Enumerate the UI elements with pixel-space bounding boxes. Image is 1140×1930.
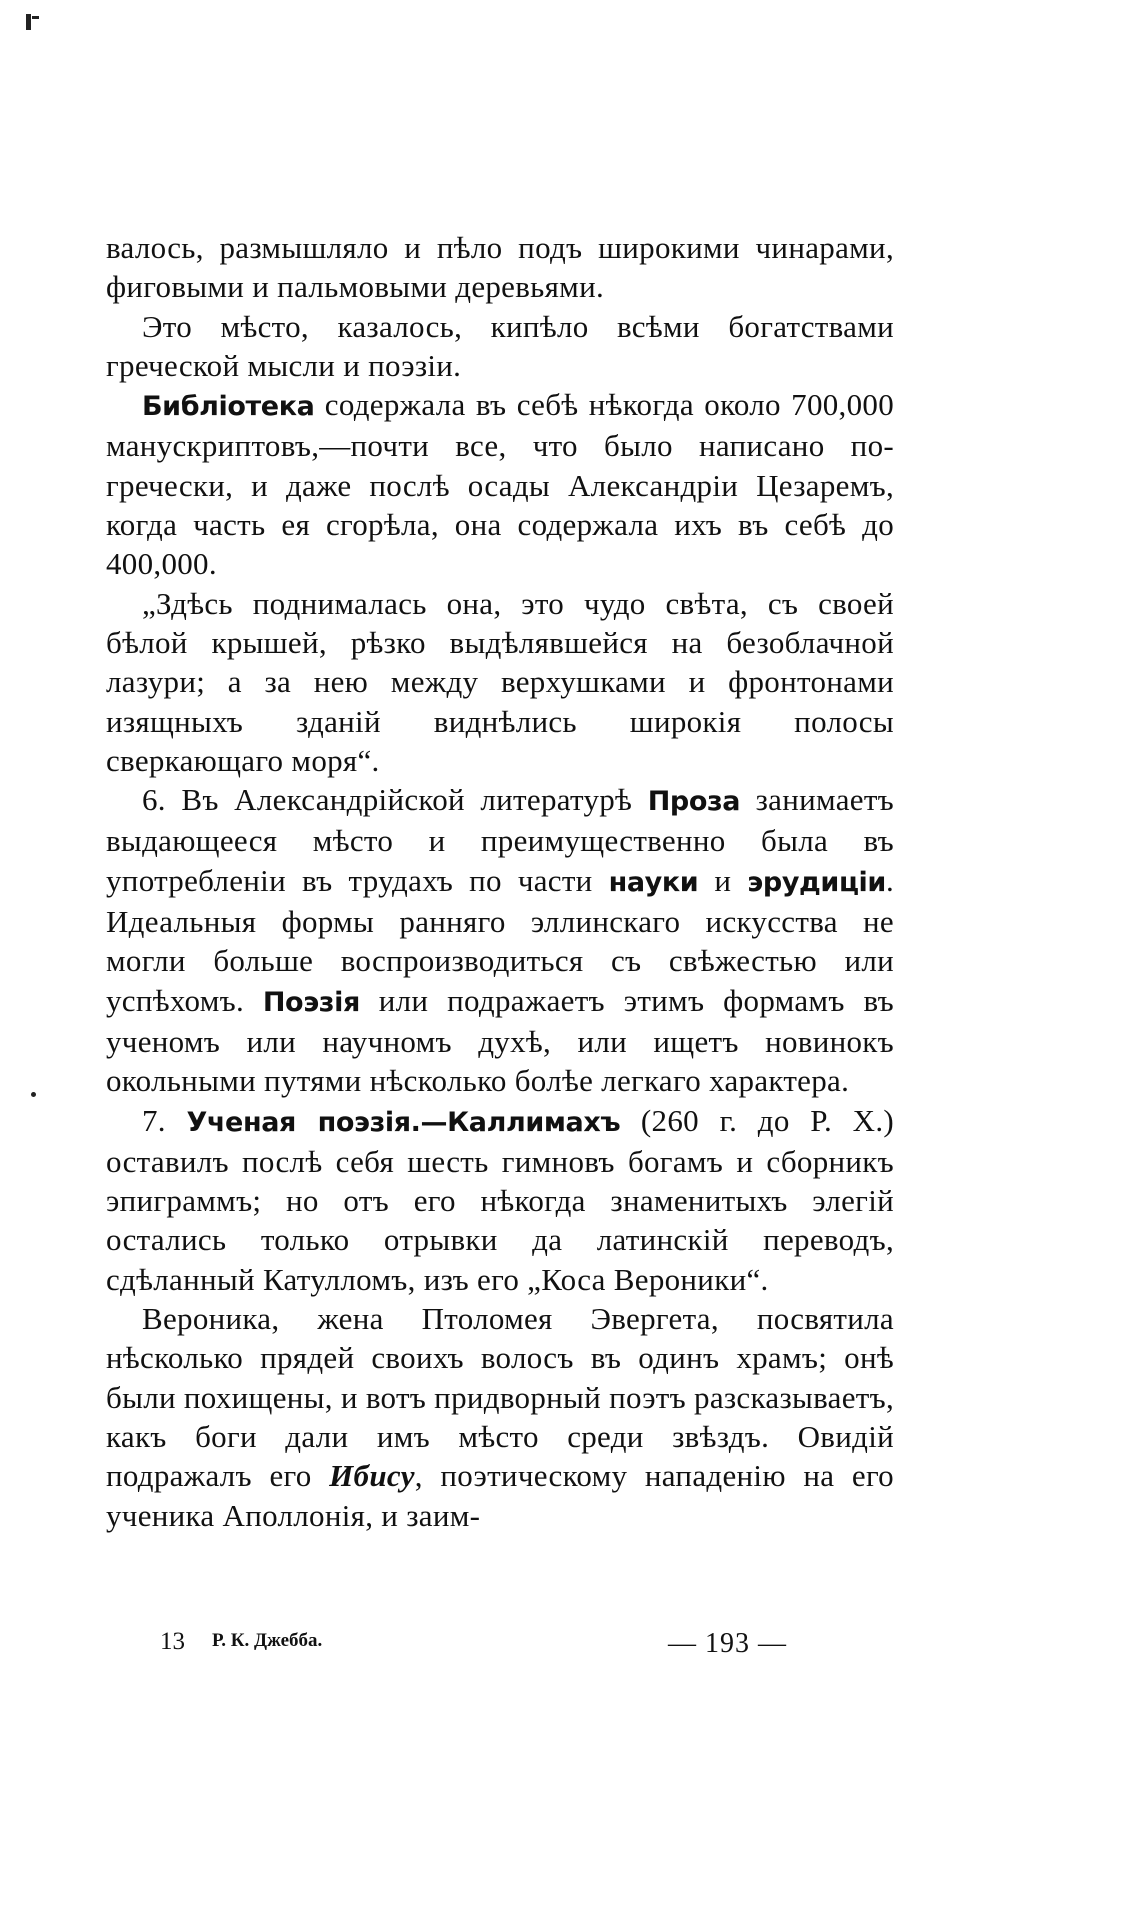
- signature-author: Р. К. Джебба.: [212, 1630, 323, 1651]
- text-run: содержала въ себѣ нѣкогда около 700,000 манускриптовъ,—почти все, что было написано по-гречески, и даже послѣ осады Александріи Цезаремъ, когда часть ея сгорѣла, она содержала ихъ въ себѣ до 400,000.: [106, 387, 894, 582]
- paragraph: [106, 1299, 894, 1535]
- bold-term: Ученая поэзія.—Каллимахъ: [186, 1106, 621, 1138]
- text-run: „Здѣсь поднималась она, это чудо свѣта, съ своей бѣлой крышей, рѣзко выдѣлявшейся на безоблачной лазури; а за нею между верхушками и фронтонами изящныхъ зданій виднѣлись широкія полосы сверкающаго моря“.: [106, 585, 894, 778]
- print-speck: [31, 1092, 36, 1097]
- text-run: занимаетъ выдающееся мѣсто и преимущественно была въ употребленіи въ трудахъ по части: [106, 782, 895, 898]
- body-text: [106, 228, 894, 1535]
- paragraph: [106, 385, 894, 583]
- page-number: — 193 —: [668, 1628, 787, 1659]
- bold-term: Проза: [647, 786, 741, 818]
- text-run: 6. Въ Александрійской литературѣ: [142, 782, 648, 818]
- paragraph: [106, 228, 894, 307]
- bold-term: эрудиціи: [747, 866, 886, 898]
- text-run: и: [698, 862, 748, 898]
- text-run: , поэтическому нападенію на его ученика Аполлонія, и заим-: [106, 1458, 894, 1533]
- text-run: . Идеальныя формы ранняго эллинскаго искусства не могли больше воспроизводиться съ свѣжестью или успѣхомъ.: [106, 862, 894, 1018]
- text-run: 7.: [142, 1102, 187, 1138]
- paragraph: [106, 780, 894, 1100]
- paragraph: [106, 307, 894, 386]
- text-run: Это мѣсто, казалось, кипѣло всѣми богатствами греческой мысли и поэзіи.: [106, 308, 894, 383]
- text-run: (260 г. до Р. Х.) оставилъ послѣ себя шесть гимновъ богамъ и сборникъ эпиграммъ; но отъ его нѣкогда знаменитыхъ элегій остались только отрывки да латинскій переводъ, сдѣланный Катулломъ, изъ его „Коса Вероники“.: [106, 1102, 894, 1297]
- page-footer: [160, 1628, 820, 1664]
- italic-title: Ибису: [329, 1458, 415, 1494]
- bold-term: науки: [608, 866, 699, 898]
- text-run: Вероника, жена Птоломея Эвергета, посвятила нѣсколько прядей своихъ волосъ въ одинъ храмъ; онѣ были похищены, и вотъ придворный поэтъ разсказываетъ, какъ боги дали имъ мѣсто среди звѣздъ. Овидій подражалъ его: [106, 1301, 894, 1494]
- text-run: или подражаетъ этимъ формамъ въ ученомъ или научномъ духѣ, или ищетъ новинокъ окольными путями нѣсколько болѣе легкаго характера.: [106, 982, 895, 1099]
- paragraph: [106, 584, 894, 780]
- signature-number: 13: [160, 1628, 185, 1655]
- print-speck: [32, 16, 39, 19]
- bold-term: Библіотека: [142, 391, 315, 423]
- text-run: валось, размышляло и пѣло подъ широкими чинарами, фиговыми и пальмовыми деревьями.: [106, 230, 894, 305]
- paragraph: [106, 1101, 894, 1299]
- print-speck: [26, 14, 31, 30]
- bold-term: Поэзія: [262, 986, 360, 1018]
